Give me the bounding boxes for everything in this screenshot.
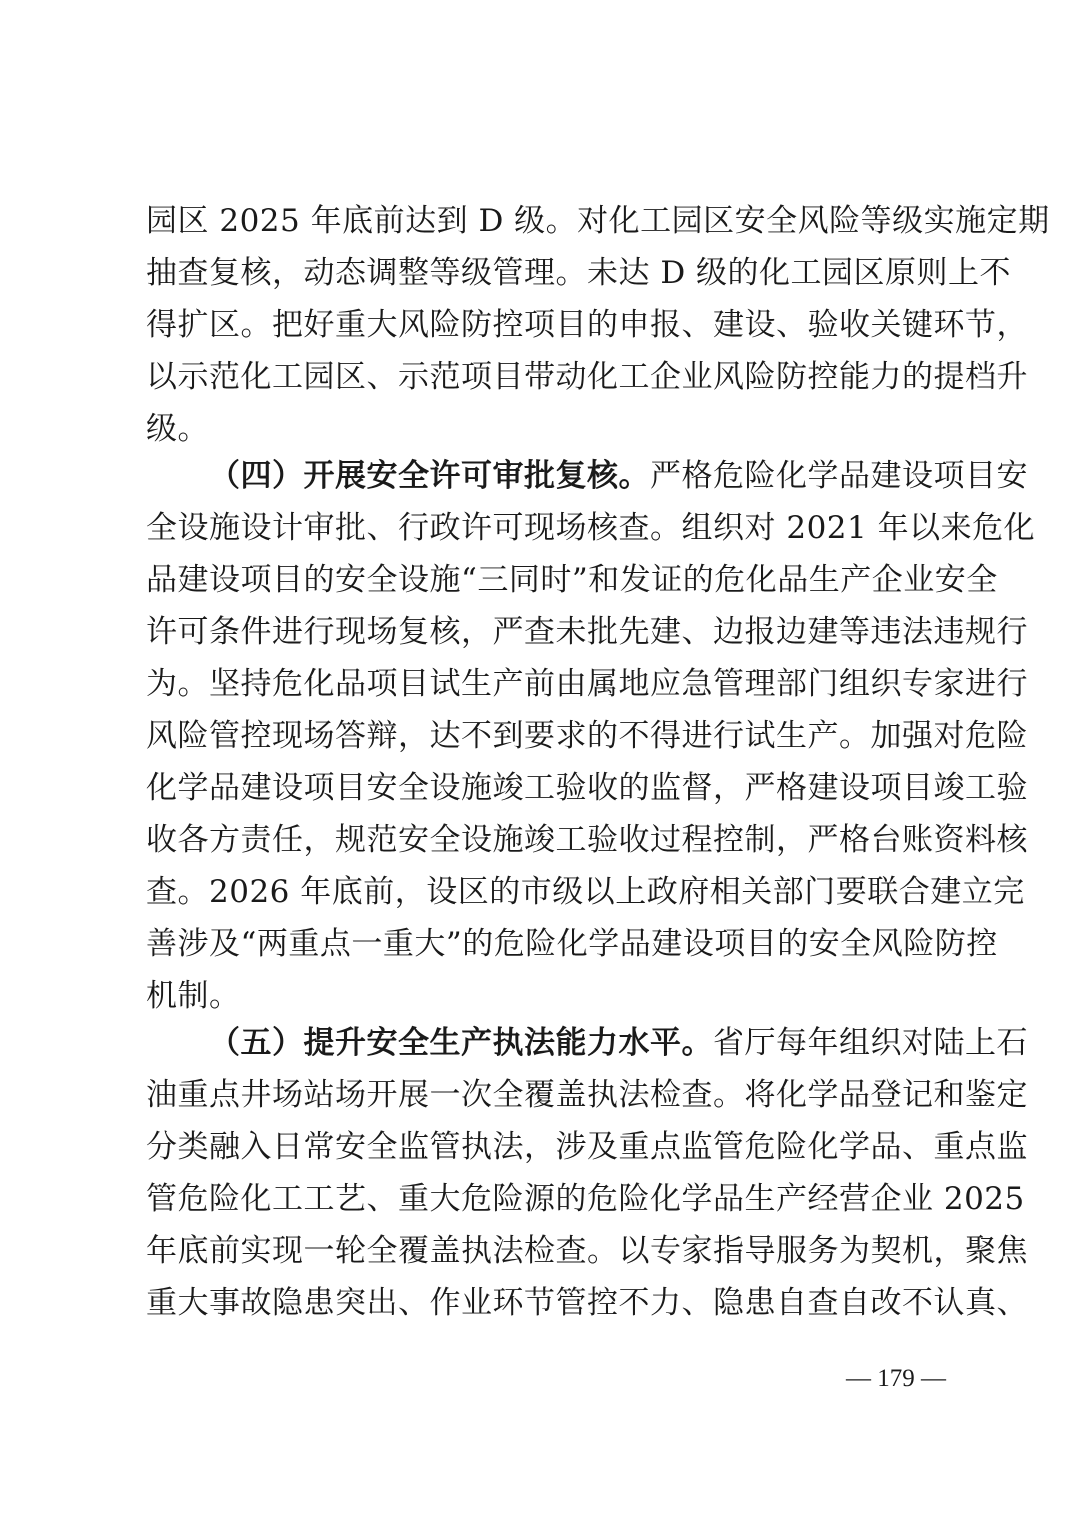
paragraph-line: 风险管控现场答辩，达不到要求的不得进行试生产。加强对危险 xyxy=(146,718,1028,754)
paragraph-line: 全设施设计审批、行政许可现场核查。组织对 2021 年以来危化 xyxy=(146,510,1036,546)
paragraph-line: 许可条件进行现场复核，严查未批先建、边报边建等违法违规行 xyxy=(146,614,1028,650)
page-number: — 179 — xyxy=(846,1365,946,1392)
section-5-heading: （五）提升安全生产执法能力水平。 xyxy=(209,1025,713,1061)
paragraph-line: 品建设项目的安全设施“三同时”和发证的危化品生产企业安全 xyxy=(146,562,998,598)
paragraph-line: 重大事故隐患突出、作业环节管控不力、隐患自查自改不认真、 xyxy=(146,1285,1028,1321)
paragraph-line: 查。2026 年底前，设区的市级以上政府相关部门要联合建立完 xyxy=(146,874,1025,910)
paragraph-line: 抽查复核，动态调整等级管理。未达 D 级的化工园区原则上不 xyxy=(146,255,1012,291)
paragraph-line: 级。 xyxy=(146,411,209,447)
section-4-first-line xyxy=(209,452,1028,500)
paragraph-line: 得扩区。把好重大风险防控项目的申报、建设、验收关键环节， xyxy=(146,307,1028,343)
paragraph-line: 年底前实现一轮全覆盖执法检查。以专家指导服务为契机，聚焦 xyxy=(146,1233,1028,1269)
paragraph-line: 园区 2025 年底前达到 D 级。对化工园区安全风险等级实施定期 xyxy=(146,203,1050,239)
paragraph-line: 管危险化工工艺、重大危险源的危险化学品生产经营企业 2025 xyxy=(146,1181,1025,1217)
paragraph-line: 化学品建设项目安全设施竣工验收的监督，严格建设项目竣工验 xyxy=(146,770,1028,806)
paragraph-line: 分类融入日常安全监管执法，涉及重点监管危险化学品、重点监 xyxy=(146,1129,1028,1165)
paragraph-line: 以示范化工园区、示范项目带动化工企业风险防控能力的提档升 xyxy=(146,359,1028,395)
section-5-first-line xyxy=(209,1019,1028,1067)
paragraph-line: 油重点井场站场开展一次全覆盖执法检查。将化学品登记和鉴定 xyxy=(146,1077,1028,1113)
section-5-first-line-text: 省厅每年组织对陆上石 xyxy=(713,1025,1028,1061)
paragraph-line: 善涉及“两重点一重大”的危险化学品建设项目的安全风险防控 xyxy=(146,926,998,962)
section-4-first-line-text: 严格危险化学品建设项目安 xyxy=(650,458,1028,494)
paragraph-line: 收各方责任，规范安全设施竣工验收过程控制，严格台账资料核 xyxy=(146,822,1028,858)
paragraph-line: 机制。 xyxy=(146,978,241,1014)
paragraph-line: 为。坚持危化品项目试生产前由属地应急管理部门组织专家进行 xyxy=(146,666,1028,702)
section-4-heading: （四）开展安全许可审批复核。 xyxy=(209,458,650,494)
